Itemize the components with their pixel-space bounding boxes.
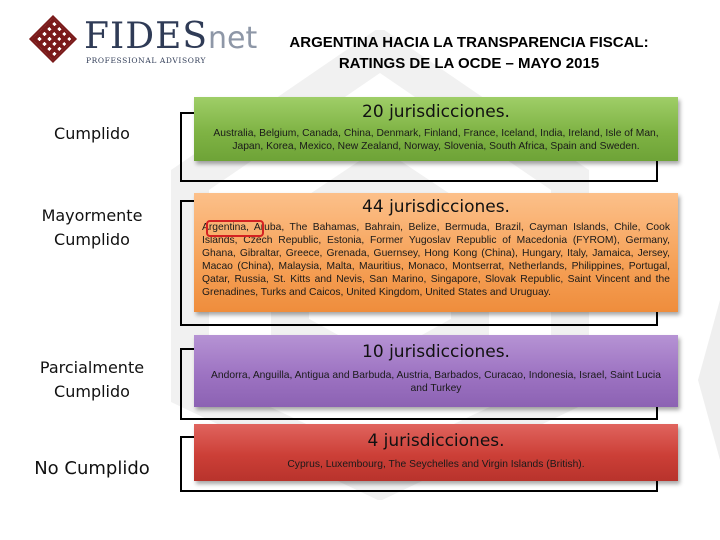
rating-count: 4 jurisdicciones.	[367, 431, 505, 451]
category-mayormente-cumplido: Mayormente Cumplido	[41, 206, 143, 249]
category-no-cumplido: No Cumplido	[34, 458, 150, 479]
rating-jurisdictions-list: Andorra, Anguilla, Antigua and Barbuda, Austria, Barbados, Curacao, Indonesia, Israel, Saint Lucia and Turkey	[211, 370, 661, 394]
title-line-1: ARGENTINA HACIA LA TRANSPARENCIA FISCAL:	[289, 34, 649, 51]
rating-count: 44 jurisdicciones.	[362, 197, 510, 217]
rating-jurisdictions-list: Cyprus, Luxembourg, The Seychelles and Virgin Islands (British).	[287, 459, 585, 470]
logo-tagline: PROFESSIONAL ADVISORY	[86, 56, 207, 65]
logo-diamond-icon	[29, 15, 77, 63]
logo-wordmark: FIDESnet	[84, 16, 258, 57]
rating-count: 20 jurisdicciones.	[362, 102, 510, 122]
rating-jurisdictions-list: Australia, Belgium, Canada, China, Denmark, Finland, France, Iceland, India, Ireland, Isle of Man, Japan, Korea, Mexico, New Zealand, Norway, Slovenia, South Africa, Spain and Sweden.	[213, 128, 659, 152]
rating-box-cumplido	[194, 97, 678, 161]
rating-jurisdictions-list: Argentina, Aruba, The Bahamas, Bahrain, Belize, Bermuda, Brazil, Cayman Islands, Chile, Cook Islands, Czech Republic, Estonia, Former Yugoslav Republic of Macedonia (FYROM), Germany, Ghana, Gibraltar, Greece, Grenada, Guernsey, Hong Kong (China), Hungary, Italy, Jamaica, Jersey, Macao (China), Malaysia, Malta, Mauritius, Monaco, Montserrat, Netherlands, Philippines, Portugal, Qatar, Russia, St. Kitts and Nevis, San Marino, Singapore, Slovak Republic, Saint Vincent and the Grenadines, Turks and Caicos, United Kingdom, United States and Uruguay.	[202, 222, 670, 298]
category-parcialmente-cumplido: Parcialmente Cumplido	[39, 358, 145, 401]
fidesnet-logo	[32, 16, 258, 70]
argentina-highlight	[206, 220, 264, 237]
rating-box-parcialmente-cumplido	[194, 335, 678, 407]
category-cumplido: Cumplido	[54, 124, 130, 143]
slide-title	[244, 32, 694, 74]
rating-box-no-cumplido	[194, 424, 678, 481]
arrow-decoration-icon	[690, 300, 720, 460]
title-line-2: RATINGS DE LA OCDE – MAYO 2015	[338, 55, 600, 72]
rating-count: 10 jurisdicciones.	[362, 342, 510, 362]
rating-box-mayormente-cumplido	[194, 193, 678, 312]
